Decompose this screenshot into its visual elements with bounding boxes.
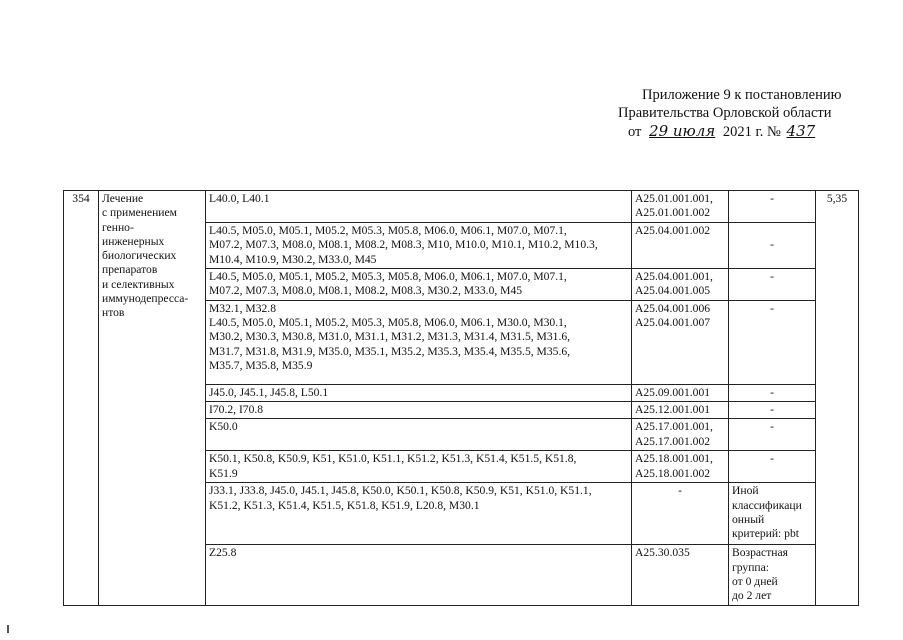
condition-line: препаратов xyxy=(102,263,158,277)
service-code: A25.04.001.002 xyxy=(635,224,711,237)
criteria-line: Иной xyxy=(732,484,759,498)
diagnosis-codes-line: L40.5, M05.0, M05.1, M05.2, M05.3, M05.8, M06.0, M06.1, M30.0, M30.1, xyxy=(209,316,567,330)
service-codes-cell xyxy=(632,451,729,483)
criteria-cell xyxy=(729,545,816,605)
service-code: A25.12.001.001 xyxy=(635,403,711,417)
service-code: A25.09.001.001 xyxy=(635,385,711,399)
service-codes-cell xyxy=(632,268,729,300)
criteria-line: группа: xyxy=(732,560,769,574)
criteria-line: Возрастная xyxy=(732,546,788,560)
diagnosis-codes-cell xyxy=(206,223,632,269)
handwritten-date: 29 июля xyxy=(649,122,716,140)
condition-line: инженерных xyxy=(102,234,165,248)
service-codes-cell xyxy=(632,300,729,384)
diagnosis-codes-line: Z25.8 xyxy=(209,546,237,560)
service-code: A25.04.001.006 xyxy=(635,301,711,315)
appendix-title: Приложение 9 к постановлению xyxy=(642,87,842,103)
service-codes-cell xyxy=(632,384,729,401)
from-label: от xyxy=(628,124,642,140)
service-code: A25.01.001.001, xyxy=(635,192,713,205)
tariff-table xyxy=(63,190,859,606)
criteria-dash-cell: - xyxy=(729,451,816,483)
diagnosis-codes-line: M35.7, M35.8, M35.9 xyxy=(209,359,313,373)
service-code: A25.18.001.001, xyxy=(635,452,713,466)
diagnosis-codes-line: M10.4, M10.9, M30.2, M33.0, M45 xyxy=(209,252,377,266)
table-row xyxy=(64,191,859,223)
diagnosis-codes-line: L40.0, L40.1 xyxy=(209,192,270,205)
service-code: A25.04.001.005 xyxy=(635,284,711,298)
row-number-cell: 354 xyxy=(64,191,99,606)
criteria-dash-cell: - xyxy=(729,384,816,401)
diagnosis-codes-line: I70.2, I70.8 xyxy=(209,403,264,417)
diagnosis-codes-line: K50.0 xyxy=(209,420,238,434)
service-codes-cell xyxy=(632,483,729,545)
criteria-dash-cell: - xyxy=(729,419,816,451)
diagnosis-codes-line: K50.1, K50.8, K50.9, K51, K51.0, K51.1, K51.2, K51.3, K51.4, K51.5, K51.8, xyxy=(209,452,577,466)
diagnosis-codes-cell xyxy=(206,483,632,545)
criteria-dash-cell: - xyxy=(729,402,816,419)
service-codes-cell xyxy=(632,191,729,223)
service-code: A25.01.001.002 xyxy=(635,206,711,220)
diagnosis-codes-line: L40.5, M05.0, M05.1, M05.2, M05.3, M05.8, M06.0, M06.1, M07.0, M07.1, xyxy=(209,224,567,237)
service-codes-cell xyxy=(632,419,729,451)
condition-line: иммунодепресса- xyxy=(102,292,189,306)
diagnosis-codes-line: M31.7, M31.8, M31.9, M35.0, M35.1, M35.2, M35.3, M35.4, M35.5, M35.6, xyxy=(209,344,571,358)
criteria-line: онный xyxy=(732,513,765,527)
diagnosis-codes-cell xyxy=(206,268,632,300)
document-header xyxy=(618,86,888,141)
government-title: Правительства Орловской области xyxy=(618,105,832,121)
diagnosis-codes-line: K51.2, K51.3, K51.4, K51.5, K51.8, K51.9, L20.8, M30.1 xyxy=(209,498,480,512)
criteria-dash-cell: - xyxy=(729,268,816,300)
diagnosis-codes-line: J33.1, J33.8, J45.0, J45.1, J45.8, K50.0, K50.1, K50.8, K50.9, K51, K51.0, K51.1, xyxy=(209,484,592,498)
diagnosis-codes-cell xyxy=(206,451,632,483)
condition-line: нтов xyxy=(102,306,125,320)
criteria-dash-cell: - xyxy=(729,191,816,223)
diagnosis-codes-line: M30.2, M30.3, M30.8, M31.0, M31.1, M31.2, M31.3, M31.4, M31.5, M31.6, xyxy=(209,330,571,344)
diagnosis-codes-line: M32.1, M32.8 xyxy=(209,301,276,315)
diagnosis-codes-cell xyxy=(206,191,632,223)
criteria-dash-cell: - xyxy=(729,300,816,384)
diagnosis-codes-cell xyxy=(206,402,632,419)
criteria-line: классификаци xyxy=(732,498,802,512)
service-code: A25.04.001.001, xyxy=(635,269,713,283)
diagnosis-codes-cell xyxy=(206,419,632,451)
condition-cell xyxy=(99,191,206,606)
service-code: A25.17.001.001, xyxy=(635,420,713,434)
criteria-dash-cell: - xyxy=(729,223,816,269)
service-code: A25.18.001.002 xyxy=(635,466,711,480)
criteria-line: до 2 лет xyxy=(732,589,772,603)
condition-line: с применением xyxy=(102,206,177,220)
service-codes-cell xyxy=(632,545,729,605)
condition-line: Лечение xyxy=(102,192,144,205)
condition-line: и селективных xyxy=(102,277,175,291)
scan-mark xyxy=(7,625,9,633)
criteria-line: критерий: pbt xyxy=(732,527,799,541)
year-and-number-label: 2021 г. № xyxy=(722,124,781,140)
resolution-date-line xyxy=(618,122,888,141)
diagnosis-codes-cell xyxy=(206,300,632,384)
service-codes-cell xyxy=(632,402,729,419)
diagnosis-codes-cell xyxy=(206,384,632,401)
condition-line: биологических xyxy=(102,249,177,263)
diagnosis-codes-line: L40.5, M05.0, M05.1, M05.2, M05.3, M05.8, M06.0, M06.1, M07.0, M07.1, xyxy=(209,269,567,283)
criteria-cell xyxy=(729,483,816,545)
table-body xyxy=(64,191,859,606)
service-code: - xyxy=(678,484,682,498)
criteria-line: от 0 дней xyxy=(732,575,778,589)
coefficient-cell: 5,35 xyxy=(816,191,859,606)
service-code: A25.04.001.007 xyxy=(635,316,711,330)
service-code: A25.17.001.002 xyxy=(635,434,711,448)
service-codes-cell xyxy=(632,223,729,269)
diagnosis-codes-line: K51.9 xyxy=(209,466,238,480)
handwritten-number: 437 xyxy=(786,122,816,140)
diagnosis-codes-line: J45.0, J45.1, J45.8, L50.1 xyxy=(209,385,329,399)
diagnosis-codes-cell xyxy=(206,545,632,605)
diagnosis-codes-line: M07.2, M07.3, M08.0, M08.1, M08.2, M08.3, M10, M10.0, M10.1, M10.2, M10.3, xyxy=(209,238,598,252)
diagnosis-codes-line: M07.2, M07.3, M08.0, M08.1, M08.2, M08.3, M30.2, M33.0, M45 xyxy=(209,284,523,298)
service-code: A25.30.035 xyxy=(635,546,690,560)
condition-line: генно- xyxy=(102,220,134,234)
